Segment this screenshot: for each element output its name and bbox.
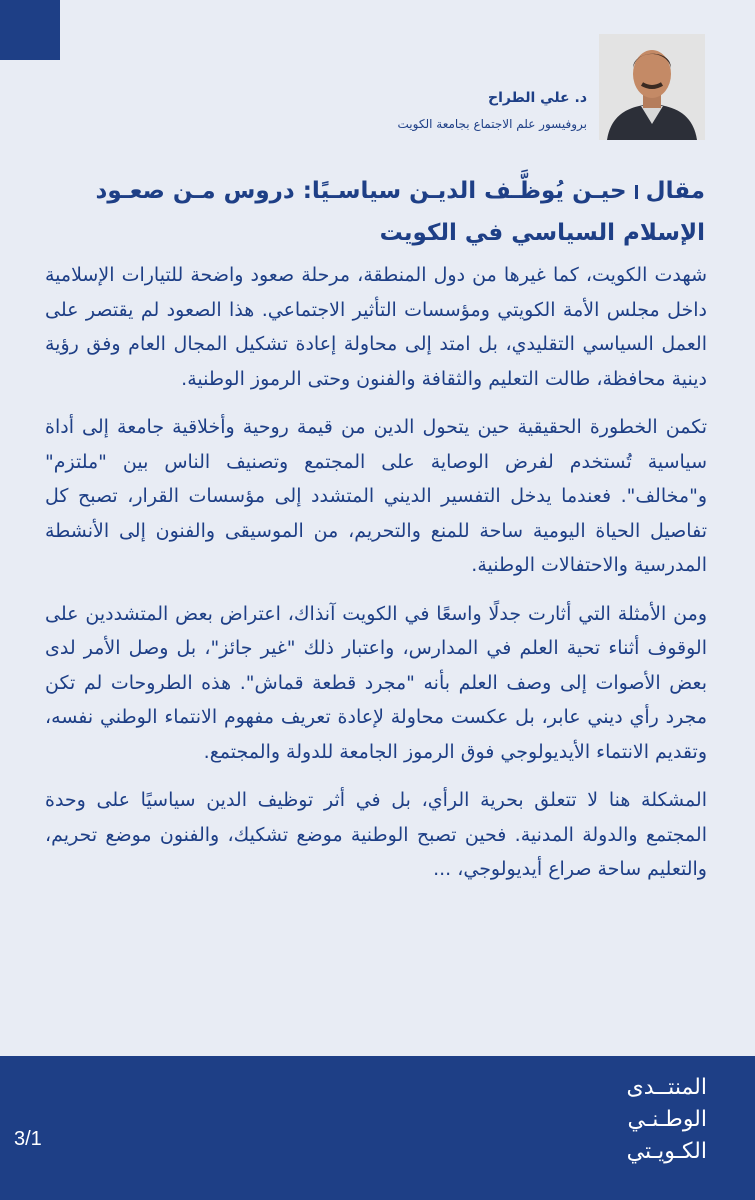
article-label: مقال: [645, 178, 705, 204]
paragraph-4: المشكلة هنا لا تتعلق بحرية الرأي، بل في أثر توظيف الدين سياسيًا على وحدة المجتمع والدولة المدنية. فحين تصبح الوطنية موضع تشكيك، والفنون موضع تحريم، والتعليم ساحة صراع أيديولوجي، ...: [45, 789, 707, 880]
author-photo: [599, 34, 705, 140]
article-title: حيـن يُوظَّـف الديـن سياسـيًا: دروس مـن صعـود الإسلام السياسي في الكويت: [95, 178, 705, 246]
page-number: 3/1: [14, 1128, 42, 1150]
label-separator: [635, 185, 638, 199]
paragraph-1: شهدت الكويت، كما غيرها من دول المنطقة، مرحلة صعود واضحة للتيارات الإسلامية داخل مجلس الأمة الكويتي ومؤسسات التأثير الاجتماعي. هذا الصعود لم يقتصر على العمل السياسي التقليدي، بل امتد إلى محاولة إعادة تشكيل المجال العام وفق رؤية دينية محافظة، طالت التعليم والثقافة والفنون وحتى الرموز الوطنية.: [45, 264, 707, 390]
forum-logo: [567, 1072, 707, 1182]
article-headline: [45, 170, 705, 254]
article-body: [45, 258, 707, 901]
corner-accent-block: [0, 0, 60, 60]
author-block: [205, 34, 705, 140]
paragraph-2: تكمن الخطورة الحقيقية حين يتحول الدين من قيمة روحية وأخلاقية جامعة إلى أداة سياسية تُستخدم لفرض الوصاية على المجتمع وتصنيف الناس بين "ملتزم" و"مخالف". فعندما يدخل التفسير الديني المتشدد إلى مؤسسات القرار، تصبح كل تفاصيل الحياة اليومية ساحة للمنع والتحريم، من الموسيقى والفنون إلى الأنشطة المدرسية والاحتفالات الوطنية.: [45, 416, 707, 576]
footer-bar: [0, 1056, 755, 1200]
logo-line-1: المنتــدى: [626, 1075, 707, 1100]
logo-line-2: الوطـنـي: [627, 1107, 707, 1132]
author-name: د. علي الطراح: [488, 90, 587, 106]
author-title: بروفيسور علم الاجتماع بجامعة الكويت: [397, 117, 587, 131]
paragraph-3: ومن الأمثلة التي أثارت جدلًا واسعًا في الكويت آنذاك، اعتراض بعض المتشددين على الوقوف أثناء تحية العلم في المدارس، واعتبار ذلك "غير جائز"، بل وصل الأمر لدى بعض الأصوات إلى وصف العلم بأنه "مجرد قطعة قماش". هذه الطروحات لم تكن مجرد رأي ديني عابر، بل عكست محاولة لإعادة تعريف مفهوم الانتماء الوطني نفسه، وتقديم الانتماء الأيديولوجي فوق الرموز الجامعة للدولة والمجتمع.: [45, 602, 707, 763]
logo-line-3: الكـويـتي: [626, 1139, 707, 1164]
